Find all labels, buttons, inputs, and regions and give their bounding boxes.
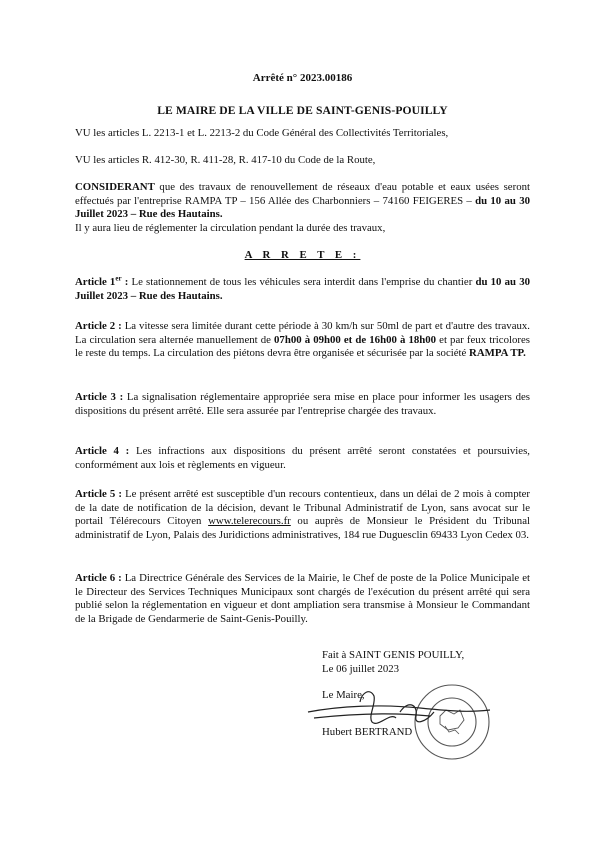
signature-and-stamp xyxy=(300,682,500,767)
vu-paragraph-2: VU les articles R. 412-30, R. 411-28, R. 417-10 du Code de la Route, xyxy=(75,154,376,166)
considerant-paragraph xyxy=(75,181,530,222)
considerant-label: CONSIDERANT xyxy=(75,181,155,193)
signature-date: Le 06 juillet 2023 xyxy=(322,662,400,675)
arrete-heading: A R R E T E : xyxy=(244,249,361,261)
article-5-label: Article 5 : xyxy=(75,488,122,500)
official-stamp-graphic xyxy=(300,682,500,762)
article-4: Article 4 : Les infractions aux dispositions du présent arrêté seront constatées et poursuivies, conformément aux lois et règlements en vigueur. xyxy=(75,445,530,471)
article-2-hours: 07h00 à 09h00 et de 16h00 à 18h00 xyxy=(274,333,437,346)
decree-reference: Arrêté n° 2023.00186 xyxy=(252,72,353,84)
signatory-name: Hubert BERTRAND xyxy=(322,726,413,738)
signature-role: Le Maire, xyxy=(322,689,365,702)
article-3: Article 3 : La signalisation réglementaire appropriée sera mise en place pour informer les usagers des dispositions du présent arrêté. Elle sera assurée par l'entreprise chargée des travaux. xyxy=(75,391,530,417)
telerecours-link[interactable]: www.telerecours.fr xyxy=(208,515,291,528)
article-6: Article 6 : La Directrice Générale des Services de la Mairie, le Chef de poste de la Police Municipale et le Directeur des Services Techniques Municipaux sont chargés de l'exécution du présent arrêté qui sera publié selon la réglementation en vigueur et dont ampliation sera transmise à Monsieur le Commandant de la Brigade de Gendarmerie de Saint-Genis-Pouilly. xyxy=(75,572,531,625)
article-6-label: Article 6 : xyxy=(75,572,122,584)
article-2-label: Article 2 : xyxy=(75,320,122,332)
article-1 xyxy=(75,276,530,303)
article-3-label: Article 3 : xyxy=(75,391,124,403)
official-stamp xyxy=(415,685,489,759)
article-1-label: Article 1er : xyxy=(75,274,129,288)
vu-paragraph-1: VU les articles L. 2213-1 et L. 2213-2 du Code Général des Collectivités Territoriales, xyxy=(75,127,449,139)
signature-place: Fait à SAINT GENIS POUILLY, xyxy=(322,649,465,661)
lieu-paragraph: Il y aura lieu de réglementer la circulation pendant la durée des travaux, xyxy=(75,222,386,234)
article-4-label: Article 4 : xyxy=(75,445,130,457)
article-2-company: RAMPA TP. xyxy=(469,347,526,360)
handwritten-signature xyxy=(308,692,490,724)
article-1-text: Le stationnement de tous les véhicules sera interdit dans l'emprise du chantier xyxy=(128,276,476,288)
article-2: Article 2 : La vitesse sera limitée durant cette période à 30 km/h sur 50ml de part et d'autre des travaux. La circulation sera alternée manuellement de 07h00 à 09h00 et de 16h00 à 18h00 et par feux tricolores le reste du temps. La circulation des piétons devra être organisée et sécurisée par la société RAMPA TP. xyxy=(75,320,530,360)
mayor-title: LE MAIRE DE LA VILLE DE SAINT-GENIS-POUILLY xyxy=(157,104,448,117)
article-1-dates: du 10 au 30 Juillet 2023 – Rue des Hautains. xyxy=(75,276,530,302)
article-5: Article 5 : Le présent arrêté est susceptible d'un recours contentieux, dans un délai de 2 mois à compter de la date de notification de la décision, devant le Tribunal Administratif de Lyon, sans avocat sur le portail Télérecours Citoyen www.telerecours.fr ou auprès de Monsieur le Président du Tribunal administratif de Lyon, Palais des Juridictions administratives, 184 rue Duguesclin 69433 Lyon Cedex 03. xyxy=(75,488,530,541)
considerant-dates: du 10 au 30 Juillet 2023 – Rue des Hautains. xyxy=(75,194,530,221)
considerant-text: que des travaux de renouvellement de réseaux d'eau potable et eaux usées seront effectués par l'entreprise RAMPA TP – 156 Allée des Charbonniers – 74160 FEIGERES – xyxy=(75,181,530,207)
